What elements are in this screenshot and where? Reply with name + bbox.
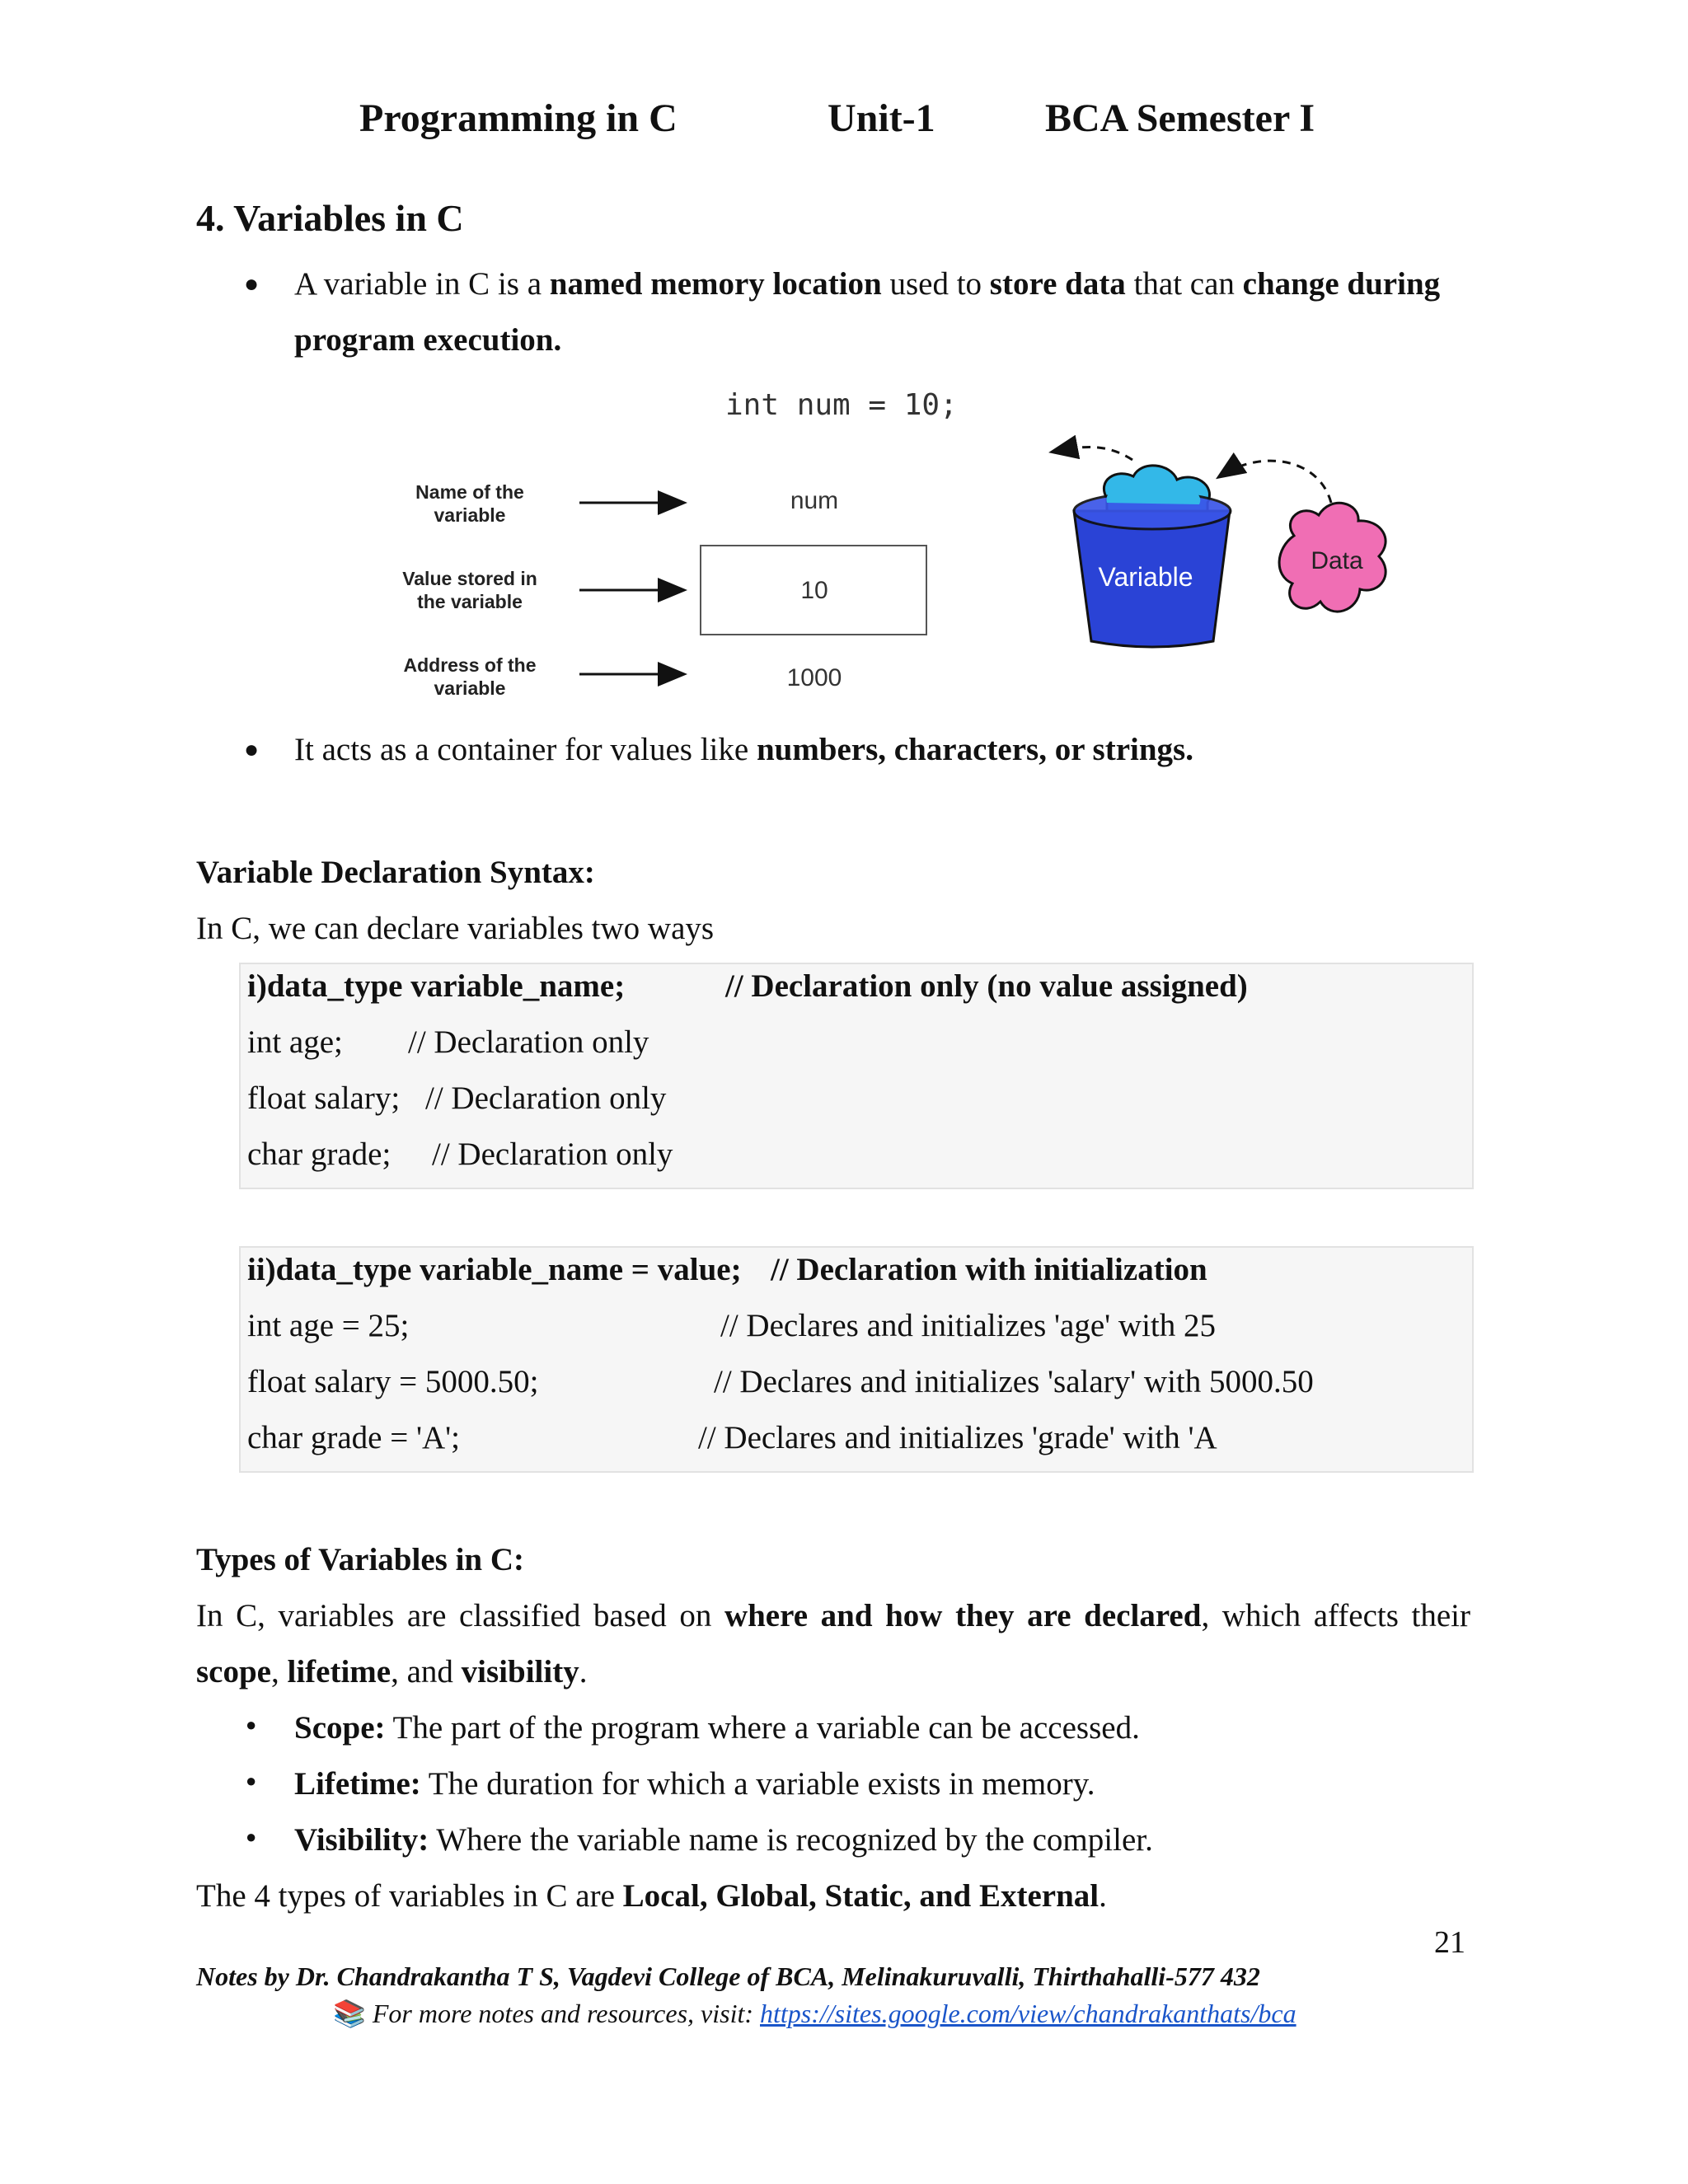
declaration-intro: In C, we can declare variables two ways	[196, 911, 715, 946]
footer-notes: Notes by Dr. Chandrakantha T S, Vagdevi College of BCA, Melinakuruvalli, Thirthahalli-577 432	[196, 1961, 1260, 1991]
label-name-line2: variable	[434, 504, 506, 526]
bullet1-line1: A variable in C is a named memory location used to store data that can change during	[294, 266, 1441, 302]
code-line: int age = 25; // Declares and initializes 'age' with 25	[247, 1308, 1217, 1343]
header-semester: BCA Semester I	[1045, 96, 1315, 140]
label-value-line1: Value stored in	[402, 568, 537, 589]
types-summary: The 4 types of variables in C are Local, Global, Static, and External.	[196, 1878, 1107, 1914]
label-address-line1: Address of the	[403, 654, 537, 676]
bucket-label: Variable	[1098, 562, 1193, 592]
section-title: 4. Variables in C	[196, 197, 464, 239]
value-address: 1000	[786, 664, 842, 691]
header-course: Programming in C	[359, 96, 678, 140]
types-item: Visibility: Where the variable name is recognized by the compiler.	[294, 1822, 1153, 1858]
bullet-dot: ●	[246, 1770, 257, 1791]
syntax-line: i)data_type variable_name; // Declaration only (no value assigned)	[247, 968, 1248, 1004]
label-name-line1: Name of the	[415, 481, 524, 503]
dashed-arrow-in	[1220, 461, 1331, 503]
bullet-dot: ●	[244, 270, 260, 298]
footer-more: 📚 For more notes and resources, visit: https://sites.google.com/view/chandrakanthats/bca	[333, 1999, 1296, 2028]
code-line: char grade; // Declaration only	[247, 1137, 673, 1172]
resources-link[interactable]: https://sites.google.com/view/chandrakanthats/bca	[760, 1999, 1296, 2028]
bullet-dot: ●	[246, 1826, 257, 1847]
variable-diagram	[387, 379, 1426, 709]
types-item: Scope: The part of the program where a variable can be accessed.	[294, 1710, 1140, 1746]
bullet-dot: ●	[246, 1714, 257, 1735]
bullet-dot: ●	[244, 736, 260, 763]
types-heading: Types of Variables in C:	[196, 1542, 524, 1577]
code-line: char grade = 'A'; // Declares and initializes 'grade' with 'A	[247, 1420, 1217, 1455]
code-line: float salary; // Declaration only	[247, 1080, 667, 1116]
header-unit: Unit-1	[828, 96, 935, 140]
value-number: 10	[800, 577, 828, 604]
types-intro-line1: In C, variables are classified based on where and how they are declared, which affects their	[196, 1598, 1470, 1633]
bucket-data-top	[1106, 489, 1200, 504]
code-line: int age; // Declaration only	[247, 1024, 649, 1060]
diagram-code: int num = 10;	[725, 388, 958, 422]
bullet2-text: It acts as a container for values like numbers, characters, or strings.	[294, 732, 1193, 767]
types-intro-line2: scope, lifetime, and visibility.	[196, 1654, 588, 1690]
code-box-initialization	[239, 1246, 1474, 1473]
label-value-line2: the variable	[417, 591, 523, 612]
declaration-heading: Variable Declaration Syntax:	[196, 855, 595, 890]
types-item: Lifetime: The duration for which a variable exists in memory.	[294, 1766, 1095, 1802]
code-line: float salary = 5000.50; // Declares and initializes 'salary' with 5000.50	[247, 1364, 1314, 1399]
dashed-arrow-out	[1053, 447, 1132, 460]
label-address-line2: variable	[434, 677, 506, 699]
code-box-declaration	[239, 963, 1474, 1189]
data-blob-label: Data	[1311, 547, 1363, 574]
books-icon: 📚	[333, 1999, 366, 2028]
page-number: 21	[1434, 1925, 1465, 1960]
bullet1-line2: program execution.	[294, 322, 562, 358]
value-name: num	[790, 487, 839, 514]
syntax-line: ii)data_type variable_name = value; // Declaration with initialization	[247, 1252, 1207, 1287]
